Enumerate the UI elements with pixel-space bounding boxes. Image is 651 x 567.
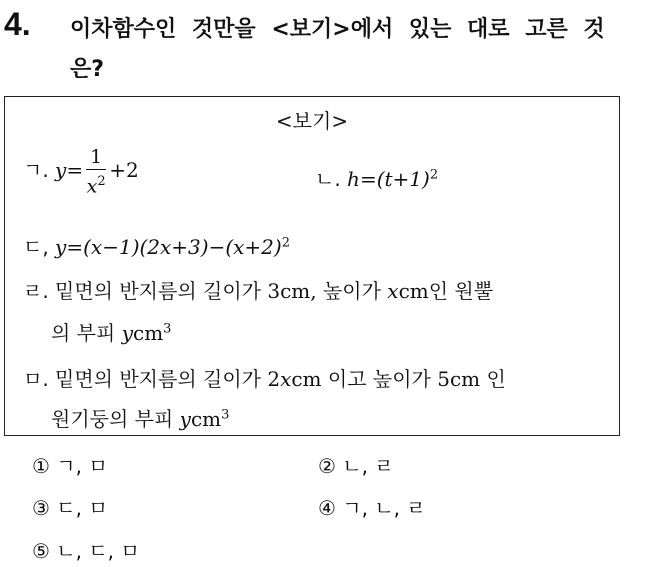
item-tail: +2: [109, 158, 139, 183]
item-rieul-line2: [51, 317, 171, 346]
fraction-denominator: [86, 170, 106, 198]
item-unit: cm: [291, 367, 322, 391]
item-text: 높이가: [322, 279, 381, 303]
fraction-den-base: x: [86, 175, 98, 198]
item-exp: 3: [163, 321, 172, 337]
item-nieun: [315, 163, 438, 192]
item-expr: (t+1): [376, 167, 430, 191]
item-unit: cm,: [280, 279, 317, 303]
item-expr: (x−1)(2x+3)−(x+2): [83, 235, 282, 259]
item-lhs: h: [347, 167, 360, 191]
item-text: 의 부피: [51, 321, 116, 345]
item-var: x: [387, 279, 399, 303]
item-exp: 2: [429, 167, 439, 183]
item-text: 밑면의 반지름의 길이가: [55, 367, 261, 391]
choice-mark: ④: [318, 496, 336, 520]
item-label: ㄷ,: [23, 235, 49, 259]
choice-mark: ⑤: [32, 539, 50, 563]
choice-3[interactable]: [32, 492, 108, 521]
item-rieul: [23, 275, 493, 304]
item-label: ㄱ.: [23, 158, 49, 183]
choice-text: ㄴ, ㄷ, ㅁ: [56, 539, 140, 563]
choice-text: ㄴ, ㄹ: [342, 454, 394, 478]
item-mieum: [23, 363, 506, 392]
choice-text: ㄱ, ㅁ: [56, 454, 108, 478]
item-lhs: y: [55, 158, 67, 183]
item-label: ㄹ.: [23, 279, 49, 303]
fraction-numerator: 1: [86, 145, 106, 170]
item-eq: =: [359, 167, 377, 191]
choice-text: ㄷ, ㅁ: [56, 496, 108, 520]
item-exp: 3: [221, 407, 230, 423]
fraction-den-exp: 2: [97, 174, 106, 189]
item-var: x: [280, 367, 292, 391]
item-lhs: y: [55, 235, 67, 259]
item-text: 인: [486, 367, 506, 391]
question-text: 이차함수인 것만을 <보기>에서 있는 대로 고른 것은?: [70, 17, 605, 82]
question-number: 4.: [4, 6, 31, 42]
choice-mark: ①: [32, 454, 50, 478]
example-box: [4, 96, 620, 436]
item-value: 5: [437, 367, 450, 391]
item-exp: 2: [281, 235, 290, 251]
item-value: 2: [267, 367, 281, 391]
example-box-title: <보기>: [275, 109, 349, 133]
choice-5[interactable]: [32, 535, 140, 564]
choice-text: ㄱ, ㄴ, ㄹ: [342, 496, 426, 520]
item-eq: =: [66, 235, 84, 259]
item-var: y: [179, 407, 191, 431]
item-label: ㄴ.: [315, 167, 341, 191]
choice-mark: ②: [318, 454, 336, 478]
item-text: 인 원뿔: [428, 279, 494, 303]
choice-mark: ③: [32, 496, 50, 520]
choice-2[interactable]: [318, 450, 394, 479]
item-eq: =: [66, 158, 84, 183]
choice-4[interactable]: [318, 492, 426, 521]
item-unit: cm: [133, 321, 164, 345]
item-text: 밑면의 반지름의 길이가: [55, 279, 261, 303]
choice-1[interactable]: [32, 450, 108, 479]
item-mieum-line2: [51, 403, 229, 432]
item-giyeok: [23, 145, 139, 198]
item-label: ㅁ.: [23, 367, 49, 391]
item-unit: cm: [190, 407, 222, 431]
fraction: [86, 145, 106, 198]
item-var: y: [121, 321, 133, 345]
item-unit: cm: [449, 367, 481, 391]
item-text: 이고 높이가: [327, 367, 431, 391]
item-unit: cm: [398, 279, 429, 303]
item-text: 원기둥의 부피: [51, 407, 174, 431]
item-value: 3: [267, 279, 281, 303]
item-digeut: [23, 231, 290, 260]
